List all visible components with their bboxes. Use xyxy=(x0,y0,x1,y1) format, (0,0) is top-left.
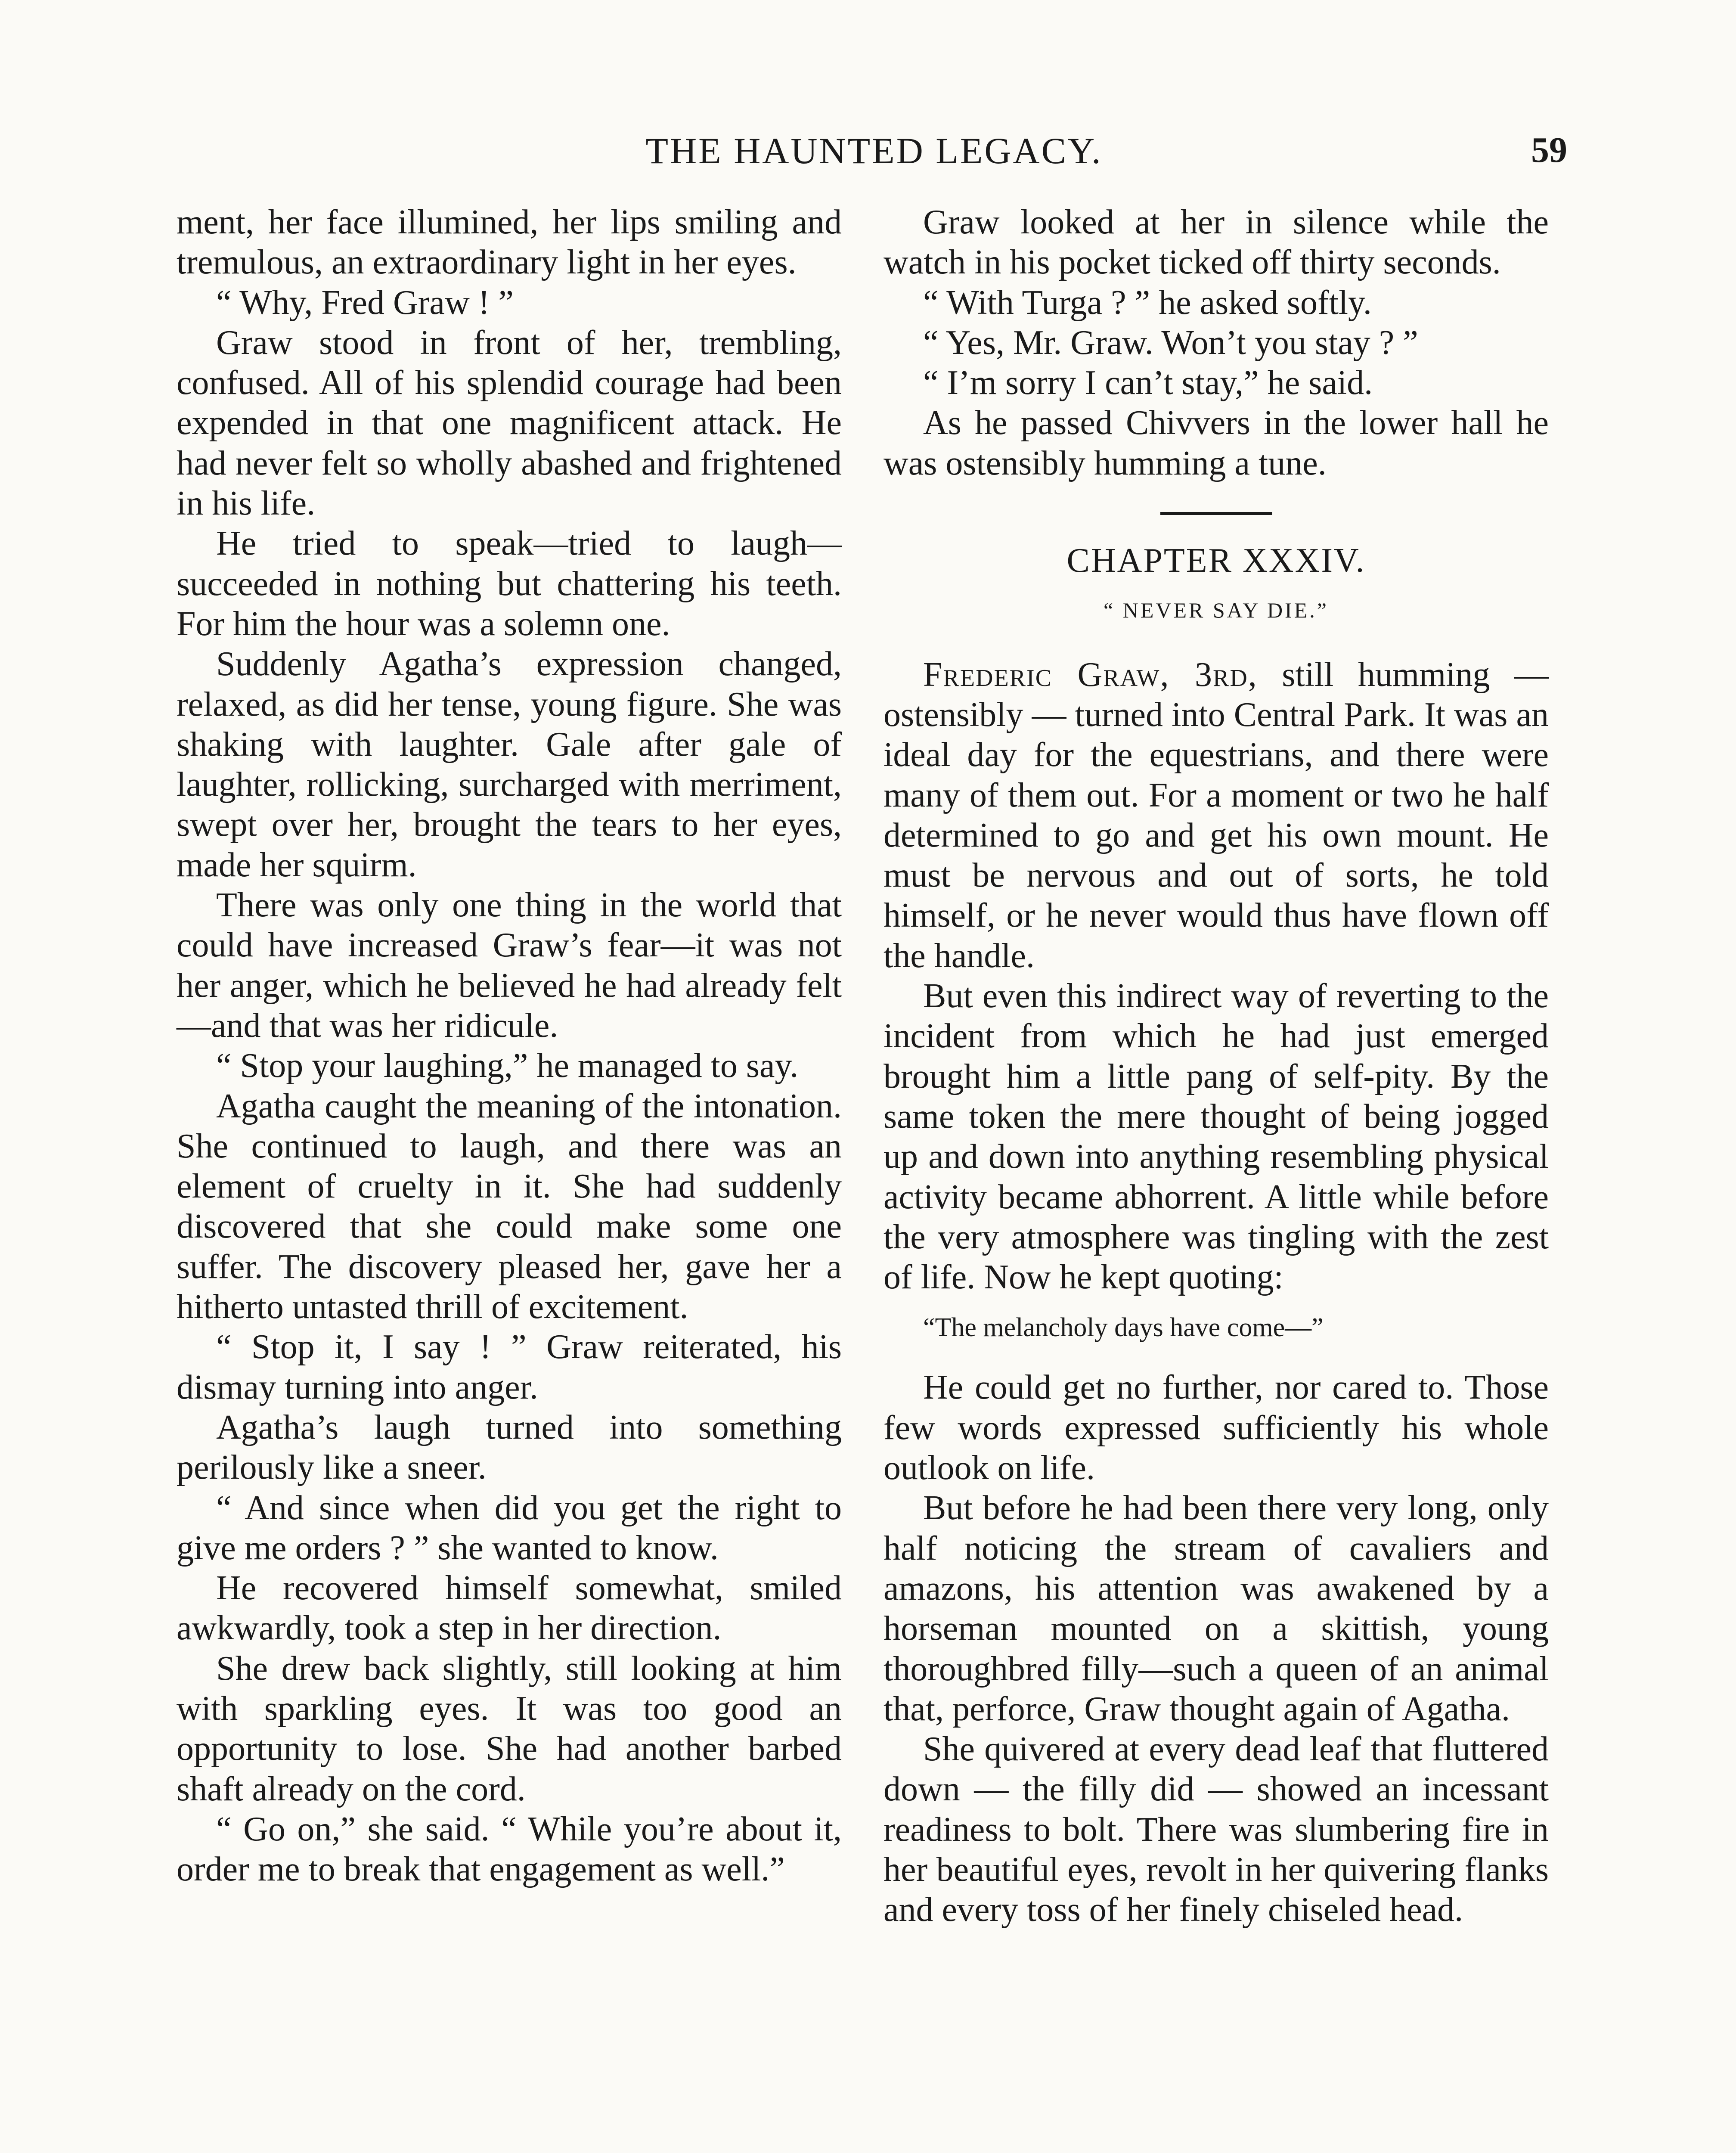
paragraph: “ Yes, Mr. Graw. Won’t you stay ? ” xyxy=(923,323,1418,362)
paragraph: As he passed Chivvers in the lower hall he was ostensibly humming a tune. xyxy=(884,404,1549,482)
paragraph: He recovered himself somewhat, smiled awkwardly, took a step in her direction. xyxy=(177,1569,842,1647)
paragraph: He could get no further, nor cared to. Those few words expressed sufficiently his whole outlook on life. xyxy=(884,1368,1549,1487)
paragraph: “ Why, Fred Graw ! ” xyxy=(216,283,514,322)
left-column xyxy=(177,202,842,1889)
paragraph: “ I’m sorry I can’t stay,” he said. xyxy=(923,364,1373,402)
paragraph: Graw looked at her in silence while the watch in his pocket ticked off thirty seconds. xyxy=(884,203,1549,282)
paragraph: But before he had been there very long, only half noticing the stream of cavaliers and amazons, his attention was awakened by a horseman mounted on a skittish, young thoroughbred filly—such a queen of an animal that, perforce, Graw thought again of Agatha. xyxy=(884,1489,1549,1728)
opening-text: still humming — ostensibly — turned into Central Park. It was an ideal day for the equestrians, and there were many of them out. For a moment or two he half determined to go and get his own mount. He must be nervous and out of sorts, he told himself, or he never would thus have flown off the handle. xyxy=(884,655,1549,975)
paragraph: “ And since when did you get the right to give me orders ? ” she wanted to know. xyxy=(177,1489,842,1567)
paragraph: But even this indirect way of reverting to the incident from which he had just emerged brought him a little pang of self-pity. By the same token the mere thought of being jogged up and down into anything resembling physical activity became abhorrent. A little while before the very atmosphere was tingling with the zest of life. Now he kept quoting: xyxy=(884,977,1549,1297)
paragraph: ment, her face illumined, her lips smiling and tremulous, an extraordinary light in her eyes. xyxy=(177,203,842,282)
right-column xyxy=(884,202,1549,1930)
chapter-subtitle: “ NEVER SAY DIE.” xyxy=(1104,598,1329,623)
paragraph: Agatha caught the meaning of the intonation. She continued to laugh, and there was an element of cruelty in it. She had suddenly discovered that she could make some one suffer. The discovery pleased her, gave her a hitherto untasted thrill of excitement. xyxy=(177,1087,842,1326)
running-title: THE HAUNTED LEGACY. xyxy=(645,130,1103,171)
quotation: “The melancholy days have come—” xyxy=(923,1313,1324,1343)
paragraph: “ With Turga ? ” he asked softly. xyxy=(923,283,1372,322)
paragraph: Suddenly Agatha’s expression changed, relaxed, as did her tense, young figure. She was shaking with laughter. Gale after gale of laughter, rollicking, surcharged with merriment, swept over her, brought the tears to her eyes, made her squirm. xyxy=(177,645,842,884)
paragraph: “ Stop it, I say ! ” Graw reiterated, his dismay turning into anger. xyxy=(177,1328,842,1406)
paragraph: Agatha’s laugh turned into something perilously like a sneer. xyxy=(177,1408,842,1487)
section-divider xyxy=(1160,512,1272,515)
running-head xyxy=(181,129,1567,177)
chapter-title: CHAPTER XXXIV. xyxy=(1066,542,1366,580)
page-number: 59 xyxy=(1531,130,1567,170)
paragraph: He tried to speak—tried to laugh—succeeded in nothing but chattering his teeth. For him the hour was a solemn one. xyxy=(177,524,842,643)
paragraph: She quivered at every dead leaf that fluttered down — the filly did — showed an incessant readiness to bolt. There was slumbering fire in her beautiful eyes, revolt in her quivering flanks and every toss of her finely chiseled head. xyxy=(884,1730,1549,1929)
paragraph: “ Stop your laughing,” he managed to say. xyxy=(216,1047,799,1085)
paragraph: Graw stood in front of her, trembling, confused. All of his splendid courage had been expended in that one magnificent attack. He had never felt so wholly abashed and frightened in his life. xyxy=(177,323,842,523)
paragraph: “ Go on,” she said. “ While you’re about it, order me to break that engagement as well.” xyxy=(177,1810,842,1889)
opening-small-caps: Frederic Graw, 3rd, xyxy=(923,655,1258,694)
chapter-opening-paragraph xyxy=(884,655,1549,976)
paragraph: There was only one thing in the world that could have increased Graw’s fear—it was not her anger, which he believed he had already felt —and that was her ridicule. xyxy=(177,886,842,1045)
paragraph: She drew back slightly, still looking at him with sparkling eyes. It was too good an opportunity to lose. She had another barbed shaft already on the cord. xyxy=(177,1649,842,1808)
